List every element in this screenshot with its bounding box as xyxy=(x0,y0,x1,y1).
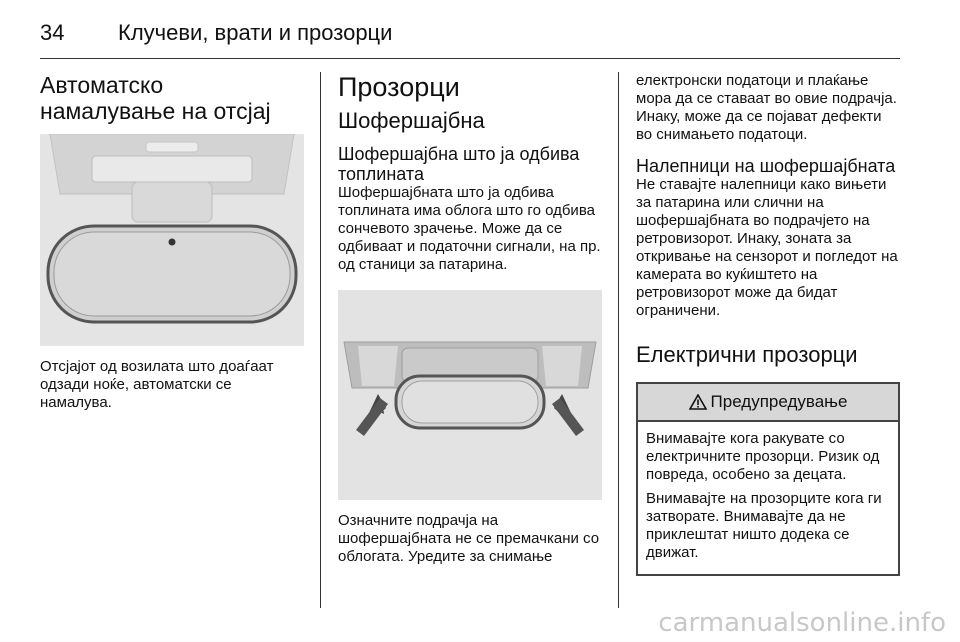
rearview-mirror-illustration xyxy=(40,134,304,346)
warning-header xyxy=(638,384,898,422)
stickers-title: Налепници на шофершајбната xyxy=(636,156,896,176)
column-divider-2 xyxy=(618,72,619,608)
running-title: Клучеви, врати и прозорци xyxy=(118,20,393,45)
column-divider-1 xyxy=(320,72,321,608)
power-windows-title: Електрични прозорци xyxy=(636,342,858,367)
mirror-figure xyxy=(40,134,304,346)
stickers-text: Не ставајте налепници како вињети за патарина или слични на шофершајбната во подрачјето на ретровизорот. Инаку, зоната за откривање на сензорот и погледот на камерата во куќиштето на ретровизорот може да бидат ограничени. xyxy=(636,176,898,319)
page-number: 34 xyxy=(40,20,65,45)
windshield-caption: Означните подрачја на шофершајбната не се премачкани со облогата. Уредите за снимање xyxy=(338,512,600,565)
windshield-figure xyxy=(338,290,602,500)
topic-title: Шофершајбна што ја одбива топлината xyxy=(338,144,580,184)
warning-paragraph-1: Внимавајте кога ракувате со електричните прозорци. Ризик од повреда, особено за децата. xyxy=(646,430,880,483)
warning-title: Предупредување xyxy=(710,392,848,411)
column-2 xyxy=(338,72,602,566)
section-title: Прозорци xyxy=(338,72,460,102)
warning-box xyxy=(636,382,900,576)
watermark: carmanualsonline.info xyxy=(658,608,946,638)
continued-text: електронски податоци и плаќање мора да се ставаат во овие подрачја. Инаку, може да се појават дефекти во снимањето податоци. xyxy=(636,72,897,143)
mirror-caption: Отсјајот од возилата што доаѓаат одзади ноќе, автоматски се намалува. xyxy=(40,358,274,411)
page-header xyxy=(40,14,900,54)
subsection-title: Шофершајбна xyxy=(338,108,485,133)
header-divider xyxy=(40,58,900,59)
auto-dimming-heading: Автоматско намалување на отсјај xyxy=(40,72,271,124)
warning-body xyxy=(638,422,898,574)
warning-paragraph-2: Внимавајте на прозорците кога ги затворате. Внимавајте да не приклештат ништо додека се движат. xyxy=(646,490,882,561)
warning-triangle-icon xyxy=(689,394,707,410)
windshield-body-text: Шофершајбната што ја одбива топлината има облога што го одбива сончевото зрачење. Може да се одбиваат и податочни сигнали, на пр. од станици за патарина. xyxy=(338,184,601,273)
windshield-areas-illustration xyxy=(338,290,602,500)
column-1 xyxy=(40,72,304,412)
column-3 xyxy=(636,72,900,576)
